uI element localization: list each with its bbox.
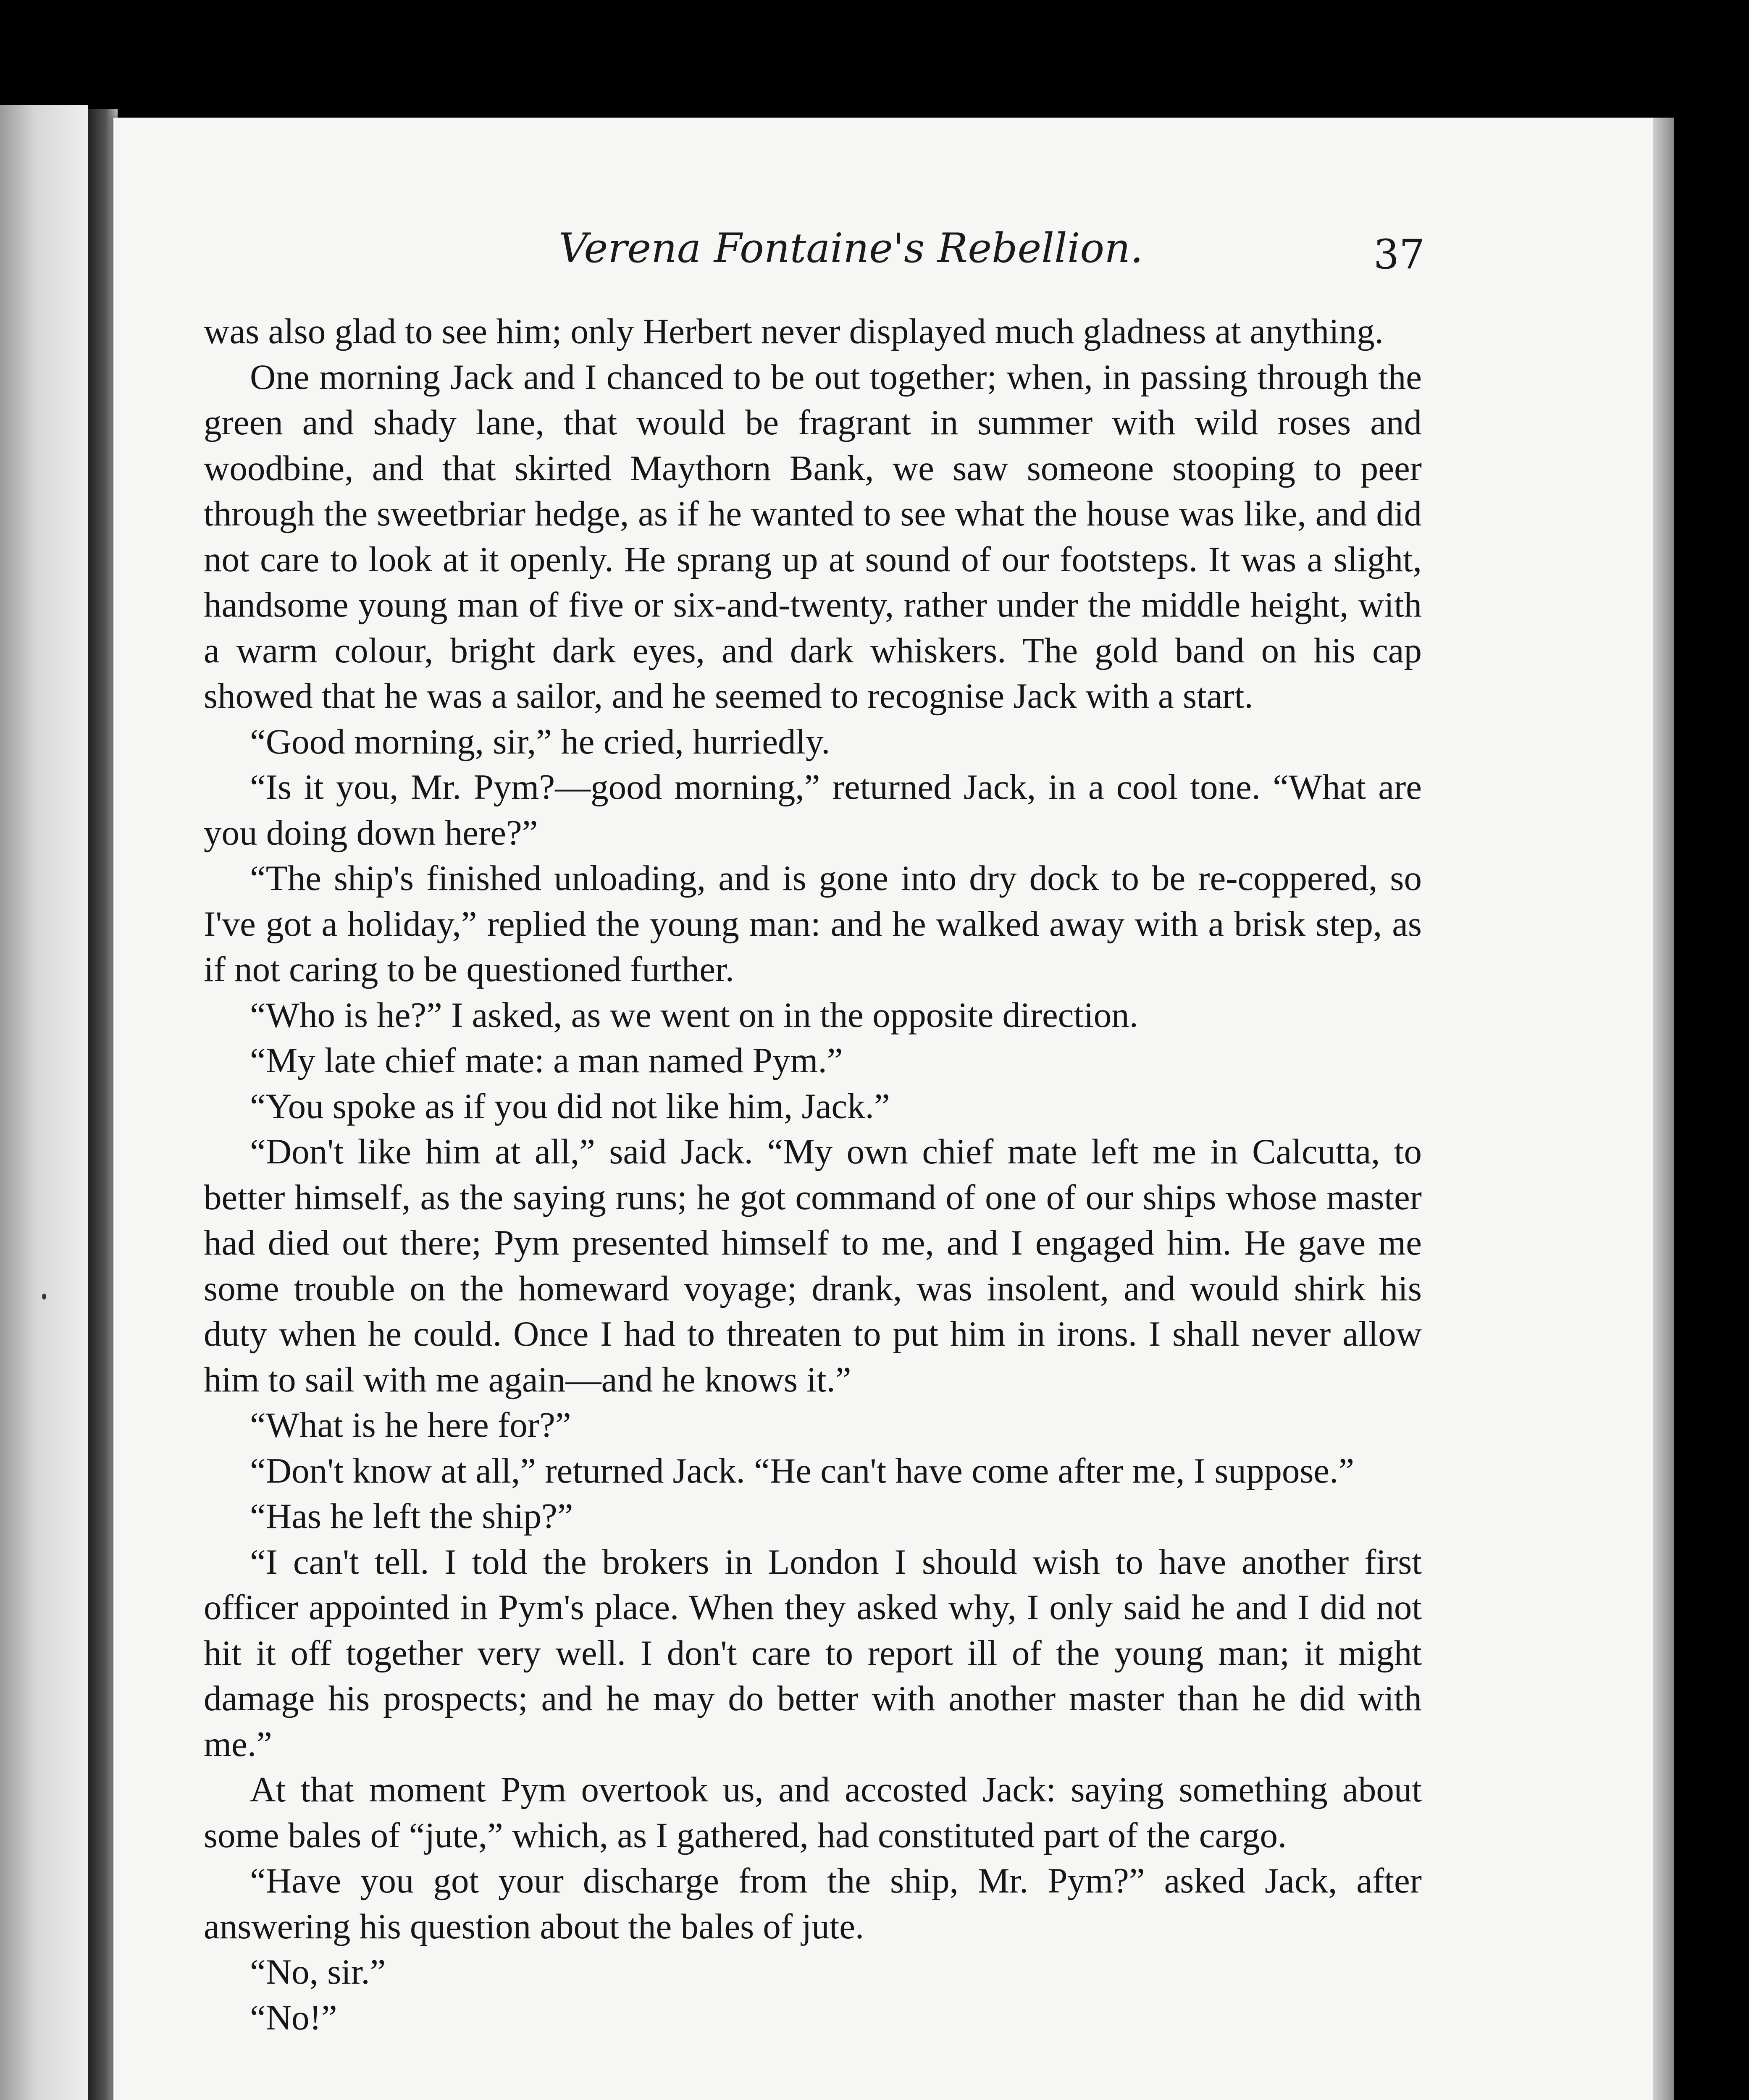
paragraph: “You spoke as if you did not like him, Jack.” — [250, 1086, 890, 1126]
paragraph: “What is he here for?” — [250, 1405, 571, 1445]
paragraph: “No!” — [250, 1998, 337, 2037]
previous-page-edge — [0, 105, 88, 2100]
paragraph: “The ship's finished unloading, and is gone into dry dock to be re-coppered, so I've got a holiday,” replied the young man: and he walked away with a brisk step, as if not caring to be questioned further. — [204, 858, 1422, 989]
body-text — [204, 309, 1422, 2040]
paragraph: “No, sir.” — [250, 1952, 386, 1992]
paragraph: was also glad to see him; only Herbert never displayed much gladness at anything. — [204, 312, 1384, 351]
paragraph: “Have you got your discharge from the ship, Mr. Pym?” asked Jack, after answering his question about the bales of jute. — [204, 1861, 1422, 1946]
page-right-edge — [1653, 118, 1674, 2100]
paragraph: “Has he left the ship?” — [250, 1496, 573, 1536]
paragraph: At that moment Pym overtook us, and accosted Jack: saying something about some bales of “jute,” which, as I gathered, had constituted part of the cargo. — [204, 1770, 1422, 1855]
paragraph: “Who is he?” I asked, as we went on in the opposite direction. — [250, 995, 1138, 1035]
paragraph: “My late chief mate: a man named Pym.” — [250, 1041, 843, 1080]
paragraph: “Good morning, sir,” he cried, hurriedly. — [250, 722, 830, 761]
paragraph: “Is it you, Mr. Pym?—good morning,” returned Jack, in a cool tone. “What are you doing down here?” — [204, 767, 1422, 853]
running-title: Verena Fontaine's Rebellion. — [559, 225, 1143, 272]
paragraph: “Don't like him at all,” said Jack. “My own chief mate left me in Calcutta, to better himself, as the saying runs; he got command of one of our ships whose master had died out there; Pym presented himself to me, and I engaged him. He gave me some trouble on the homeward voyage; drank, was insolent, and would shirk his duty when he could. Once I had to threaten to put him in irons. I shall never allow him to sail with me again—and he knows it.” — [204, 1132, 1422, 1399]
paragraph: “Don't know at all,” returned Jack. “He can't have come after me, I suppose.” — [250, 1451, 1355, 1491]
page-number: 37 — [1373, 231, 1425, 278]
paragraph: “I can't tell. I told the brokers in London I should wish to have another first officer appointed in Pym's place. When they asked why, I only said he and I did not hit it off together very well. I don't care to report ill of the young man; it might damage his prospects; and he may do better with another master than he did with me.” — [204, 1542, 1422, 1764]
scan-speck — [42, 1294, 46, 1299]
paragraph: One morning Jack and I chanced to be out together; when, in passing through the green and shady lane, that would be fragrant in summer with wild roses and woodbine, and that skirted Maythorn Bank, we saw someone stooping to peer through the sweetbriar hedge, as if he wanted to see what the house was like, and did not care to look at it openly. He sprang up at sound of our footsteps. It was a slight, handsome young man of five or six-and-twenty, rather under the middle height, with a warm colour, bright dark eyes, and dark whiskers. The gold band on his cap showed that he was a sailor, and he seemed to recognise Jack with a start. — [204, 357, 1422, 716]
